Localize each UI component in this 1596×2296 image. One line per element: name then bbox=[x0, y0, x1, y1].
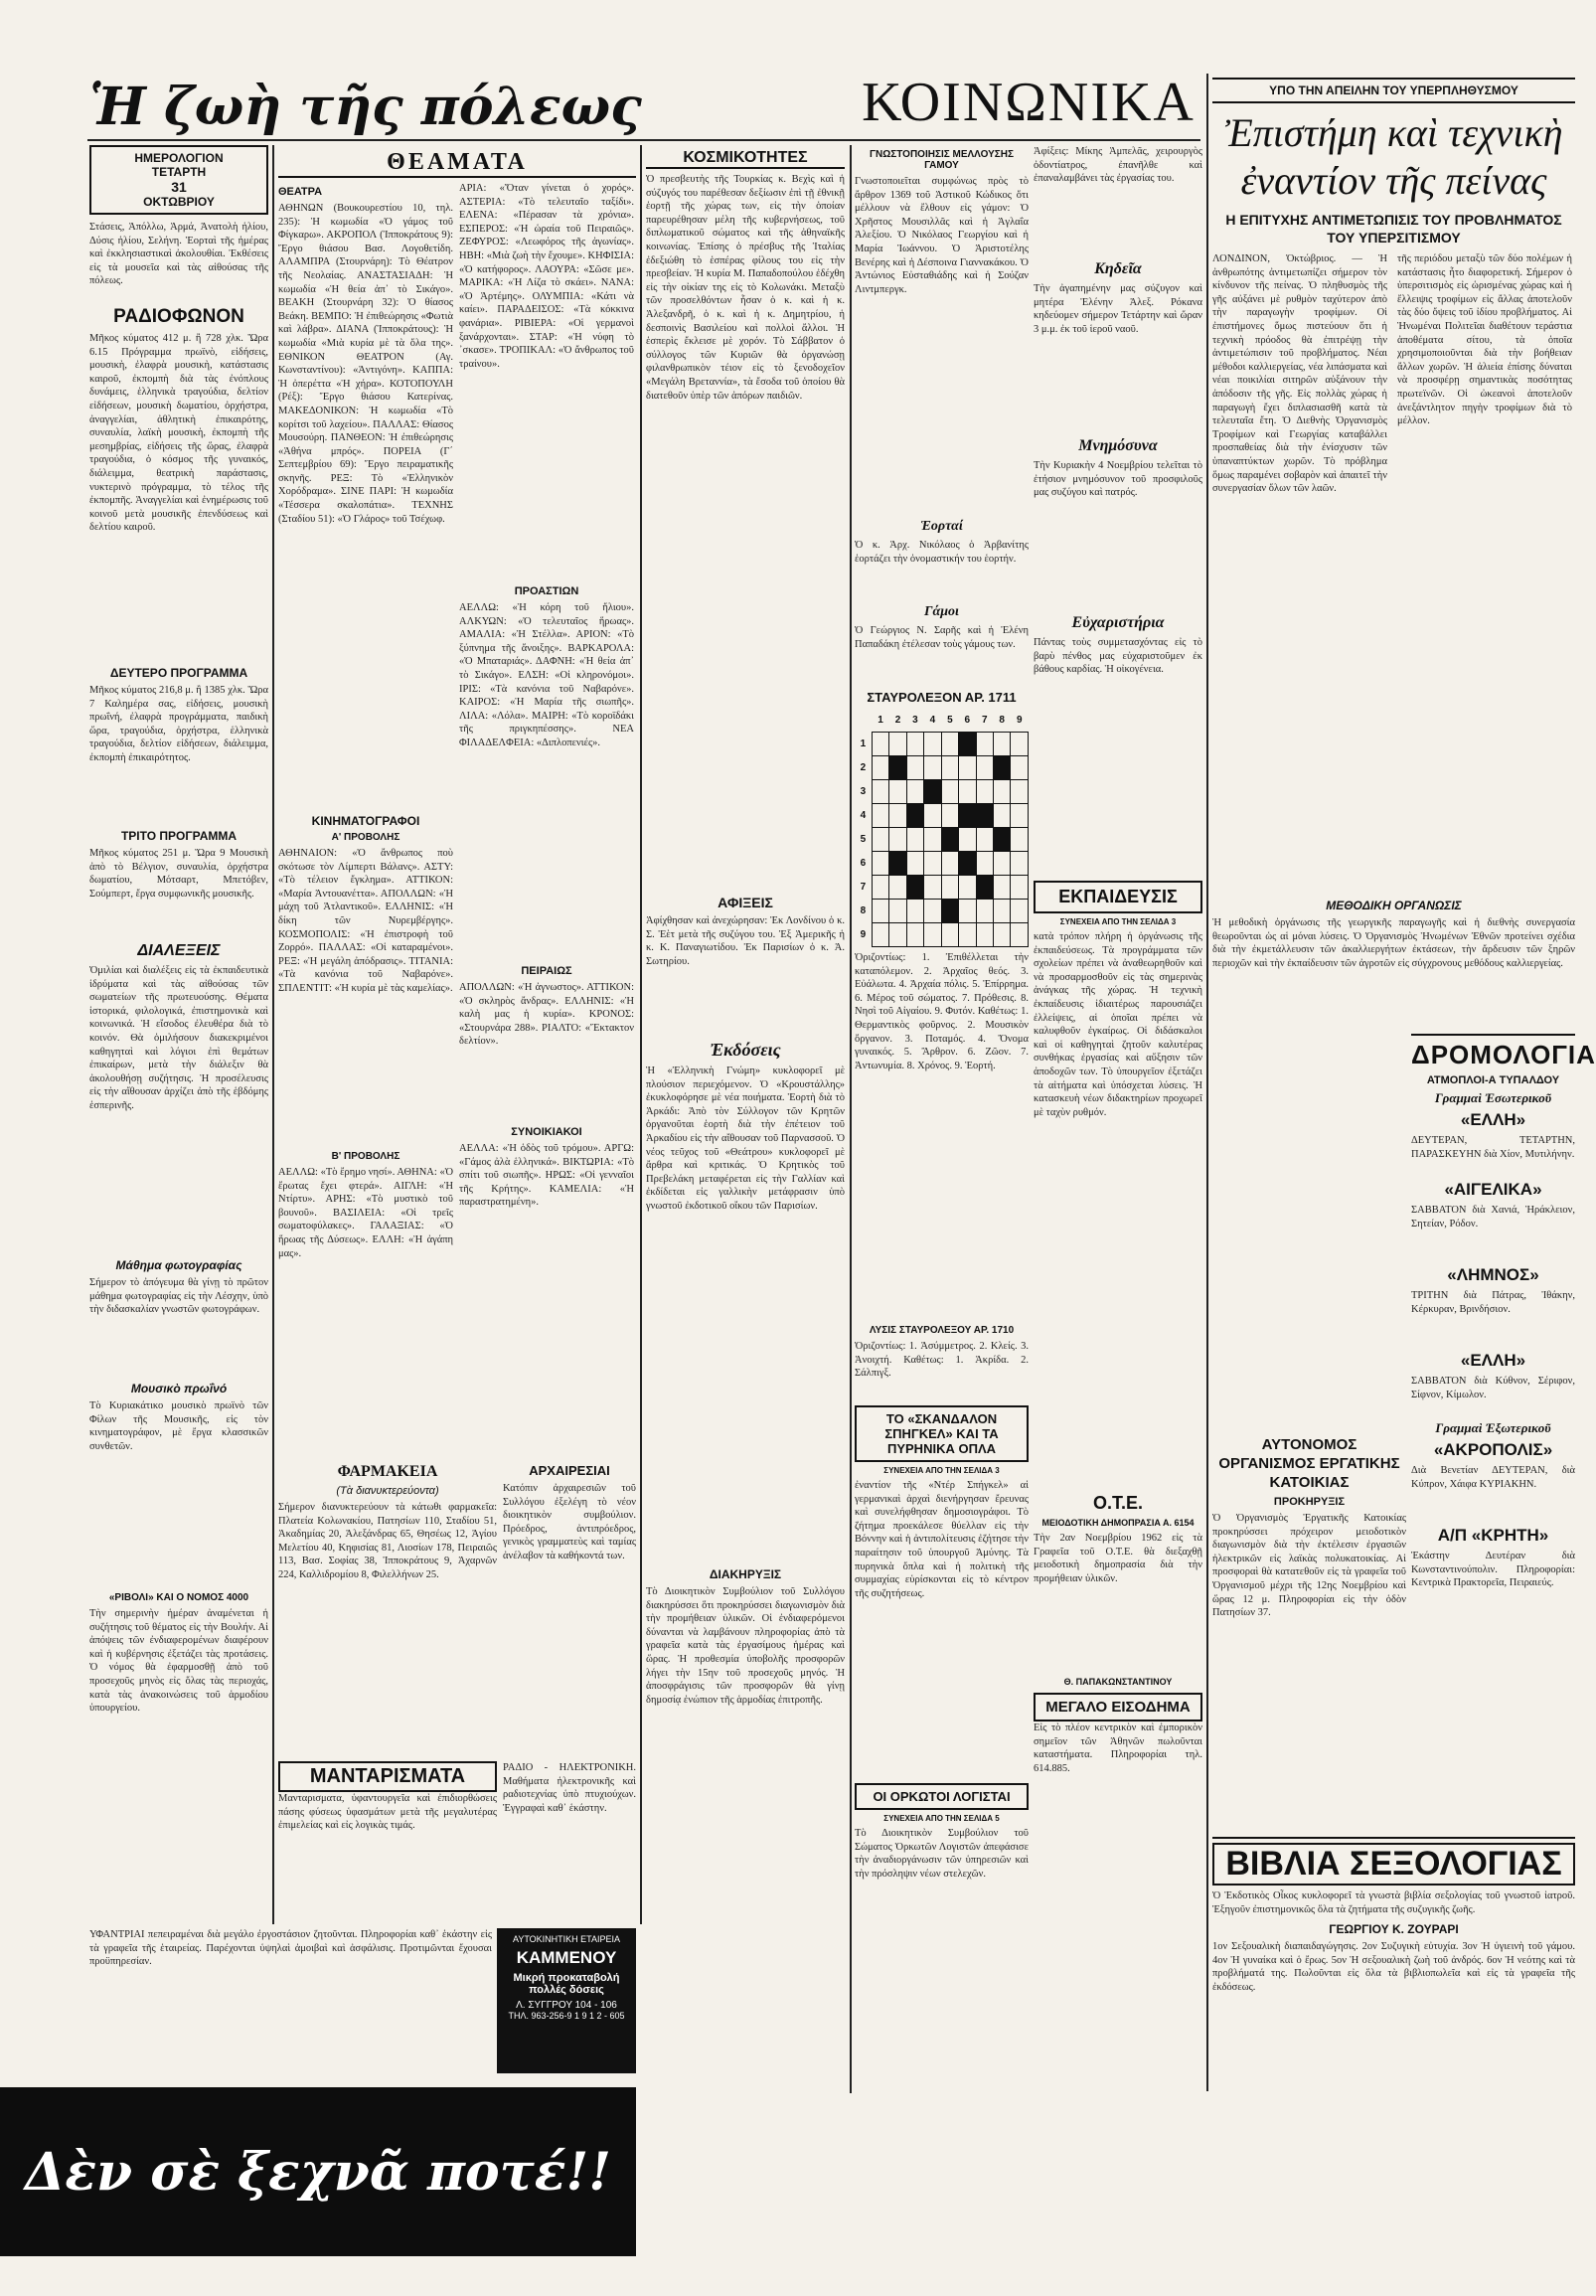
crossword-cell bbox=[993, 780, 1010, 804]
methodical-heading: ΜΕΘΟΔΙΚΗ ΟΡΓΑΝΩΣΙΣ bbox=[1326, 899, 1462, 912]
crossword-cell bbox=[976, 923, 993, 947]
crossword-black-cell bbox=[941, 900, 958, 923]
river-text: Τὴν σημερινὴν ἡμέραν ἀναμένεται ἡ συζήτησις τοῦ θέματος εἰς τὴν Βουλήν. Αἱ ἀπόψεις τῶν ἐνδιαφερομένων διαφέρουν καὶ ἡ κυβέρνησις ἐξετάζει τὰς προτάσεις. Ὁ νόμος θὰ ἐφαρμοσθῇ ἀπὸ τοῦ προσεχοῦς μηνὸς εἰς ὅλας τὰς περιοχάς, κατὰ τὰς ἀνακοινώσεις τοῦ ἁρμοδίου ὑπουργείου. bbox=[89, 1608, 268, 1715]
crossword-black-cell bbox=[976, 876, 993, 900]
crossword-clues: Ὁριζοντίως: 1. Ἐπιθέλλεται τὴν καταπόλεμον. 2. Ἀρχαῖος θεός. 3. Εὐάλωτα. 4. Ἀρχαία πόλις. 5. Ἐπίρρημα. 6. Μέρος τοῦ σώματος. 7. Πρόθεσις. 8. Νησὶ τοῦ Αἰγαίου. 9. Φυτόν. Καθέτως: 1. Θερμαντικὸς φοῦρνος. 2. Μουσικὸν ὄργανον. 3. Ποταμός. 4. Ὄνομα γυναικός. 5. Ἄρθρον. 6. Ζῶον. 7. Ἀντωνυμία. 8. Χρόνος. 9. Ἑορτή. bbox=[855, 952, 1029, 1071]
crossword-col-number: 5 bbox=[947, 715, 953, 726]
crossword-cell bbox=[941, 852, 958, 876]
ship-akropolis-text: Διὰ Βενετίαν ΔΕΥΤΕΡΑΝ, διὰ Κύπρον, Χάιφα ΚΥΡΙΑΚΗΝ. bbox=[1411, 1465, 1575, 1490]
piraeus-heading: ΠΕΙΡΑΙΩΣ bbox=[521, 965, 572, 977]
calendar-text: Στάσεις, Ἀπόλλω, Ἀρμά, Ἀνατολὴ ἡλίου, Δύσις ἡλίου, Σελήνη. Ἑορταὶ τῆς ἡμέρας καὶ ἐκκλησιαστικαὶ ἀκολουθίαι. Ἐκθέσεις εἰς τὰ μουσεῖα καὶ τὰς αἰθούσας τῆς πόλεως. bbox=[89, 222, 268, 287]
column-radio bbox=[89, 145, 268, 1586]
routes-heading: ΔΡΟΜΟΛΟΓΙΑ bbox=[1411, 1040, 1596, 1069]
second-program-text: Μῆκος κύματος 216,8 μ. ἢ 1385 χλκ. Ὥρα 7 Καλημέρα σας, εἰδήσεις, μουσικὴ πρωΐνή, ἐλαφρὰ προγράμματα, παιδικὴ ὥρα, τραγούδια, ὀρχήστρα, ἑλληνικὰ τραγούδια, δελτίον εἰδήσεων, διάλειμμα, ἐκπομπὴ ἐπικαιρότητος. bbox=[89, 685, 268, 763]
crossword-cell bbox=[1011, 756, 1029, 780]
lectures-text: Ὁμιλίαι καὶ διαλέξεις εἰς τὰ ἐκπαιδευτικὰ ἱδρύματα καὶ τὰς αἰθούσας τῶν σωματείων τῆς πρωτευούσης. Θέματα ἱστορικά, φιλολογικά, ἐπιστημονικὰ καὶ κοινωνικά. Ἡ εἴσοδος ἐλευθέρα διὰ τὸ κοινόν. Θὰ ὁμιλήσουν διακεκριμένοι καθηγηταὶ καὶ λόγιοι ἐπὶ θεμάτων ἐπικαίρων, μετὰ τὴν διάλεξιν θὰ ἀκολουθήσῃ συζήτησις. Ἡ προσέλευσις εἰς τὴν αἴθουσαν ἀρχίζει ἀπὸ τῆς ἑβδόμης ἑσπερινῆς. bbox=[89, 965, 268, 1111]
ote-sign: Θ. ΠΑΠΑΚΩΝΣΤΑΝΤΙΝΟΥ bbox=[1063, 1677, 1173, 1687]
crossword-black-cell bbox=[889, 756, 906, 780]
second-run-heading: Β' ΠΡΟΒΟΛΗΣ bbox=[331, 1151, 400, 1162]
river-article bbox=[89, 1588, 268, 1926]
column-rule-4 bbox=[1206, 74, 1208, 2091]
misc-bottom-text bbox=[89, 1928, 492, 2077]
ote-text: Τὴν 2αν Νοεμβρίου 1962 εἰς τὰ Γραφεῖα τοῦ Ο.Τ.Ε. θὰ διεξαχθῇ μειοδοτικὴ δημοπρασία διὰ τὴν προμήθειαν ὑλικῶν. bbox=[1034, 1533, 1202, 1584]
oaths-heading: ΟΙ ΟΡΚΩΤΟΙ ΛΟΓΙΣΤΑΙ bbox=[855, 1783, 1029, 1810]
mantarismata-box bbox=[278, 1761, 497, 1926]
crossword-black-cell bbox=[889, 852, 906, 876]
foreign-heading: Γραμμαὶ Ἐξωτερικοῦ bbox=[1435, 1420, 1551, 1435]
society-text: Ὁ πρεσβευτὴς τῆς Τουρκίας κ. Βεχὶς καὶ ἡ σύζυγός του παρέθεσαν δεξίωσιν ἐπὶ τῇ ἐθνικῇ ἑορτῇ τῆς χώρας των, εἰς τὴν ὁποίαν παρευρέθησαν μέλη τῆς κυβερνήσεως, τοῦ διπλωματικοῦ σώματος καὶ τῆς ἀθηναϊκῆς κοινωνίας. Ἐπίσης ὁ πρέσβυς τῆς Ἰταλίας ἐδεξιώθη τὸ ἑσπέρας φίλους του εἰς τὴν πρεσβείαν. Ἡ κυρία Μ. Παπαδοπούλου ἐδέχθη εἰς τὴν οἰκίαν της εἰς τὸ Κολωνάκι. Μεταξὺ τῶν προσελθόντων ἦσαν ὁ κ. καὶ ἡ κ. Ἀλεξανδρῆ, ὁ κ. καὶ ἡ κ. Δημητρίου, ἡ δεσποινὶς Βασιλείου καὶ πολλοὶ ἄλλοι. Ἡ ἑσπερὶς ἔκλεισε μὲ χορόν. Τὸ Σάββατον ὁ σύλλογος τῶν Κυριῶν θὰ ὀργανώσῃ φιλανθρωπικὸν τέιον εἰς τὸ ξενοδοχεῖον «Μεγάλη Βρεταννία», τὰ ἔσοδα τοῦ ὁποίου θὰ διατεθοῦν ὑπὲρ τῶν ἀπόρων παιδιῶν. bbox=[646, 174, 845, 402]
crossword-cell bbox=[993, 852, 1010, 876]
workers-heading: ΑΥΤΟΝΟΜΟΣ ΟΡΓΑΝΙΣΜΟΣ ΕΡΓΑΤΙΚΗΣ ΚΑΤΟΙΚΙΑΣ bbox=[1218, 1436, 1400, 1491]
ship-aigaia: «ΑΙΓΕΛΙΚΑ» bbox=[1444, 1180, 1542, 1199]
crossword-cell bbox=[1011, 852, 1029, 876]
calendar-box bbox=[89, 145, 268, 215]
radio-heading: ΡΑΔΙΟΦΩΝΟΝ bbox=[113, 306, 244, 327]
column-theatres bbox=[278, 145, 636, 1457]
announcements-heading: ΔΙΑΚΗΡΥΞΙΣ bbox=[709, 1567, 782, 1581]
books-list: 1ον Σεξουαλικὴ διαπαιδαγώγησις. 2ον Συζυγικὴ εὐτυχία. 3ον Ἡ ὑγιεινὴ τοῦ γάμου. 4ον Ἡ γυναίκα καὶ ὁ ἔρως. 5ον Ἡ σεξουαλικὴ ζωὴ τοῦ ἀνδρός. 6ον Ἡ νεότης καὶ τὰ προβλήματά της. Πωλοῦνται εἰς ὅλα τὰ βιβλιοπωλεῖα καὶ εἰς τὰ γραφεῖα τῆς ἐκδόσεως. bbox=[1212, 1941, 1575, 1993]
crossword-cell bbox=[1011, 923, 1029, 947]
crossword-black-cell bbox=[993, 756, 1010, 780]
workers-box bbox=[1212, 1431, 1406, 1829]
crossword-cell bbox=[941, 780, 958, 804]
crossword-cell bbox=[872, 756, 888, 780]
crossword-cell bbox=[924, 876, 941, 900]
crossword-black-cell bbox=[959, 733, 976, 756]
society-heading: ΚΟΣΜΙΚΟΤΗΤΕΣ bbox=[646, 149, 845, 169]
crossword-cell bbox=[906, 828, 923, 852]
crossword-cell bbox=[872, 804, 888, 828]
suburbs-text: ΑΕΛΛΑ: «Ἡ ὁδὸς τοῦ τρόμου». ΑΡΓΩ: «Γάμος ἀλὰ ἑλληνικά». ΒΙΚΤΩΡΙΑ: «Τὸ σπίτι τοῦ σιωπῆς». ΗΡΩΣ: «Οἱ γενναῖοι τῆς Κρήτης». ΚΑΜΕΛΙΑ: «Ἡ παραστρατημένη». bbox=[459, 1143, 634, 1209]
calendar-weekday: ΤΕΤΑΡΤΗ bbox=[151, 165, 207, 179]
scandal-text: ἐναντίον τῆς «Ντέρ Σπήγκελ» αἱ γερμανικαὶ ἀρχαὶ διενήργησαν ἔρευνας καὶ συνελήφθησαν δημοσιογράφοι. Τὸ ζήτημα προεκάλεσε θύελλαν εἰς τὴν Βόννην καὶ ἡ ἀντιπολίτευσις ἐζήτησε τὴν παραίτησιν τοῦ ὑπουργοῦ Ἀμύνης. Τὰ πυρηνικὰ ὅπλα καὶ ἡ πολιτικὴ τῆς συμμαχίας εὑρίσκονται εἰς τὸ κέντρον τῆς συζητήσεως. bbox=[855, 1480, 1029, 1599]
crossword-cell bbox=[941, 733, 958, 756]
pharmacies-subheading: (Τὰ διανυκτερεύοντα) bbox=[336, 1485, 439, 1497]
crossword-cell bbox=[906, 733, 923, 756]
cinema-list-text: ΑΡΙΑ: «Ὅταν γίνεται ὁ χορός». ΑΣΤΕΡΙΑ: «Τὸ τελευταῖο ταξίδι». ΕΛΕΝΑ: «Πέρασαν τὰ χρόνια». ΕΣΠΕΡΟΣ: «Ἡ ὡραία τοῦ Πειραιῶς». ΖΕΦΥΡΟΣ: «Λεωφόρος τῆς ἀγωνίας». ΗΒΗ: «Μιὰ ζωὴ τὴν ἔχουμε». ΚΗΦΙΣΙΑ: «Ὁ κατήφορος». ΛΑΟΥΡΑ: «Σῶσε με». ΜΑΡΙΚΑ: «Ἡ Λίζα τὸ σκάει». ΝΑΝΑ: «Ὁ Ἀρτέμης». ΟΛΥΜΠΙΑ: «Κάτι νὰ καίει». ΠΑΡΑΔΕΙΣΟΣ: «Τὰ κόκκινα φανάρια». ΡΙΒΙΕΡΑ: «Οἱ γερμανοὶ ξανάρχονται». ΣΤΑΡ: «Ἡ νύφη τὸ ᾽σκασε». ΤΡΟΠΙΚΑΛ: «Ὁ ἄνθρωπος τοῦ τραίνου». bbox=[459, 183, 634, 370]
crossword-solution-heading: ΛΥΣΙΣ ΣΤΑΥΡΟΛΕΞΟΥ ΑΡ. 1710 bbox=[869, 1325, 1015, 1336]
engagements-text: Γνωστοποιεῖται συμφώνως πρὸς τὸ ἄρθρον 1369 τοῦ Ἀστικοῦ Κώδικος ὅτι μέλλουν νὰ ἔλθουν εἰς γάμον: Ὁ Χρῆστος Μουσιλλᾶς καὶ ἡ Ἀγλαΐα Ἀλεξίου. Ὁ Νικόλαος Γεωργίου καὶ ἡ Μαρία Ἰωάννου. Ὁ Ἀριστοτέλης Βενέρης καὶ ἡ Δέσποινα Γιαννακάκου. Ὁ Ἀντώνιος Εὐσταθιάδης καὶ ἡ Σούζαν Λιντμπεργκ. bbox=[855, 176, 1029, 295]
weddings-heading: Γάμοι bbox=[924, 604, 959, 619]
ship-elli-2: «ΕΛΛΗ» bbox=[1460, 1351, 1526, 1370]
crossword-cell bbox=[959, 828, 976, 852]
crossword-cell bbox=[872, 900, 888, 923]
pharmacies-heading: ΦΑΡΜΑΚΕΙΑ bbox=[337, 1463, 438, 1480]
suburbs2-text: ΑΕΛΛΩ: «Ἡ κόρη τοῦ ἥλιου». ΑΛΚΥΩΝ: «Ὁ τελευταῖος ἥρωας». ΑΜΑΛΙΑ: «Ἡ Στέλλα». ΑΡΙΟΝ: «Τὸ ξύπνημα τῆς ἄνοιξης». ΒΑΡΚΑΡΟΛΑ: «Ὁ Μπαταριάς». ΔΑΦΝΗ: «Ἡ θεία ἀπ᾽ τὸ Σικάγο». ΕΛΣΗ: «Οἱ κληρονόμοι». ΙΡΙΣ: «Τὰ κανόνια τοῦ Ναβαρόνε». ΚΑΙΡΟΣ: «Ἡ Μαρία τῆς σιωπῆς». ΛΙΛΑ: «Λόλα». ΜΑΙΡΗ: «Τὸ κοροϊδάκι τῆς πριγκηπέσσης». ΝΕΑ ΦΙΛΑΔΕΛΦΕΙΑ: «Διπλοπενιές». bbox=[459, 602, 634, 748]
river-heading: «ΡΙΒΟΛΙ» ΚΑΙ Ο ΝΟΜΟΣ 4000 bbox=[108, 1592, 249, 1603]
crossword-black-cell bbox=[906, 804, 923, 828]
oaths-continued: ΣΥΝΕΧΕΙΑ ΑΠΟ ΤΗΝ ΣΕΛΙΔΑ 5 bbox=[883, 1814, 1000, 1823]
crossword-cell bbox=[924, 733, 941, 756]
calendar-day: 31 bbox=[171, 179, 187, 195]
archaeology-heading: ΑΡΧΑΙΡΕΣΙΑΙ bbox=[529, 1463, 610, 1478]
crossword-cell bbox=[959, 780, 976, 804]
header-rule bbox=[87, 139, 1200, 141]
crossword-cell bbox=[993, 876, 1010, 900]
kammenou-ad bbox=[497, 1928, 636, 2073]
photo-lesson-heading: Μάθημα φωτογραφίας bbox=[115, 1258, 242, 1272]
first-run-heading: Α' ΠΡΟΒΟΛΗΣ bbox=[331, 832, 400, 843]
crossword-cell bbox=[906, 756, 923, 780]
ship-elli-2-text: ΣΑΒΒΑΤΟΝ διὰ Κύθνον, Σέριφον, Σίφνον, Κίμωλον. bbox=[1411, 1376, 1575, 1400]
crossword-cell bbox=[906, 852, 923, 876]
crossword-cell bbox=[941, 923, 958, 947]
arrivals-heading: ΑΦΙΞΕΙΣ bbox=[718, 895, 773, 910]
publications-heading: Ἐκδόσεις bbox=[710, 1040, 781, 1060]
crossword-cell bbox=[959, 900, 976, 923]
pharmacies-text: Σήμερον διανυκτερεύουν τὰ κάτωθι φαρμακεῖα: Πλατεία Κολωνακίου, Πατησίων 110, Σταδίου 51, Ἀκαδημίας 20, Ἀλεξάνδρας 65, Θησέως 12, Ἀγίου Μελετίου 40, Κηφισίας 81, Λιοσίων 178, Πειραιῶς 113, Βασ. Σοφίας 38, Ἱπποκράτους 9, Ἀχαρνῶν 224, Καλλιδρομίου 8, Φιλελλήνων 25. bbox=[278, 1502, 497, 1580]
piraeus-text: ΑΠΟΛΛΩΝ: «Ἡ ἀγνωστος». ΑΤΤΙΚΟΝ: «Ὁ σκληρὸς ἄνδρας». ΕΛΛΗΝΙΣ: «Ἡ καλὴ μας ἡ κυρία». ΚΡΟΝΟΣ: «Στουρνάρα 288». ΡΙΑΛΤΟ: «Ἔκτακτον δελτίον». bbox=[459, 982, 634, 1048]
column-rule-3 bbox=[850, 145, 852, 2093]
kammenou-kicker: ΑΥΤΟΚΙΝΗΤΙΚΗ ΕΤΑΙΡΕΙΑ bbox=[512, 1934, 621, 1944]
books-box bbox=[1212, 1837, 1575, 2167]
crossword-cell bbox=[959, 876, 976, 900]
radio-ad-text: ΡΑΔΙΟ - ΗΛΕΚΤΡΟΝΙΚΗ. Μαθήματα ἡλεκτρονικῆς καὶ ραδιοτεχνίας ὑπὸ πτυχιούχων. Ἐγγραφαὶ καθ᾽ ἑκάστην. bbox=[503, 1762, 636, 1814]
feasts-heading: Ἑορταί bbox=[920, 519, 963, 534]
crossword-cell bbox=[924, 900, 941, 923]
music-heading: Μουσικὸ πρωΐνό bbox=[130, 1382, 228, 1395]
crossword-black-cell bbox=[976, 804, 993, 828]
kammenou-name: ΚΑΜΜΕΝΟΥ bbox=[516, 1948, 617, 1967]
ship-aigaia-text: ΣΑΒΒΑΤΟΝ διὰ Χανιά, Ἡράκλειον, Σητείαν, Ρόδον. bbox=[1411, 1205, 1575, 1230]
crossword-black-cell bbox=[993, 828, 1010, 852]
books-heading: ΒΙΒΛΙΑ ΣΕΞΟΛΟΓΙΑΣ bbox=[1212, 1843, 1575, 1886]
kammenou-address: Λ. ΣΥΓΓΡΟΥ 104 - 106 bbox=[516, 2000, 617, 2011]
crossword-cell bbox=[959, 756, 976, 780]
second-run-text: ΑΕΛΛΩ: «Τὸ ἔρημο νησί». ΑΘΗΝΑ: «Ὁ ἔρωτας ἔχει φτερά». ΑΙΓΛΗ: «Ἡ Ντίρτυ». ΑΡΗΣ: «Τὸ μυστικὸ τοῦ βουνοῦ». ΒΑΣΙΛΕΙΑ: «Οἱ τρεῖς σωματοφύλακες». ΓΑΛΑΞΙΑΣ: «Ὁ ἥρωας τῆς Δύσεως». ΕΛΛΗ: «Ἡ ἀγάπη μας». bbox=[278, 1167, 453, 1259]
crossword-cell bbox=[976, 900, 993, 923]
crossword-cell bbox=[1011, 900, 1029, 923]
crossword-black-cell bbox=[959, 804, 976, 828]
hunger-headline: Ἐπιστήμη καὶ τεχνικὴ ἐναντίον τῆς πείνας bbox=[1224, 110, 1563, 203]
scandal-heading: ΤΟ «ΣΚΑΝΔΑΛΟΝ ΣΠΗΓΚΕΛ» ΚΑΙ ΤΑ ΠΥΡΗΝΙΚΑ ΟΠΛΑ bbox=[855, 1405, 1029, 1462]
crossword-cell bbox=[872, 852, 888, 876]
life-of-city-header bbox=[89, 74, 835, 143]
education-heading: ΕΚΠΑΙΔΕΥΣΙΣ bbox=[1034, 881, 1202, 913]
crossword-solution-text: Ὁριζοντίως: 1. Ἀσύμμετρος. 2. Κλείς. 3. Ἀνοιχτή. Καθέτως: 1. Ἀκρίδα. 2. Σάλπιγξ. bbox=[855, 1341, 1029, 1380]
methodical-text: Ἡ μεθοδικὴ ὀργάνωσις τῆς γεωργικῆς παραγωγῆς καὶ ἡ διεθνὴς συνεργασία θεωροῦνται ὡς αἱ μόναι λύσεις. Ὁ Ὀργανισμὸς Ἡνωμένων Ἐθνῶν προτείνει σχέδια διὰ τὴν ἐκμετάλλευσιν τῶν ἀκαλλιεργήτων ἐκτάσεων, τὴν ἄρδευσιν τῶν ξηρῶν περιοχῶν καὶ τὴν ἐκπαίδευσιν τῶν ἀγροτῶν εἰς σύγχρονους μεθόδους καλλιεργείας. bbox=[1212, 917, 1575, 969]
crossword-row-number: 7 bbox=[860, 882, 867, 893]
engagements-heading: ΓΝΩΣΤΟΠΟΙΗΣΙΣ ΜΕΛΛΟΥΣΗΣ ΓΑΜΟΥ bbox=[870, 149, 1014, 171]
crossword-cell bbox=[1011, 780, 1029, 804]
publications-text: Ἡ «Ἐλληνικὴ Γνώμη» κυκλοφορεῖ μὲ πλούσιον περιεχόμενον. Ὁ «Κρουστάλλης» ἐκυκλοφόρησε μὲ νέα ποιήματα. Ἑορτὴ διὰ τὸ Ἀρκάδι: Ἀπὸ τὸν Σύλλογον τῶν Κρητῶν ὀργανοῦται ἑορτὴ διὰ τὴν ἐπέτειον τοῦ Ἀρκαδίου εἰς τὴν αἴθουσαν τοῦ Παρνασσοῦ. Ὁ νέος τεῦχος τοῦ «Θεάτρου» κυκλοφορεῖ μὲ ἄρθρα καὶ κριτικάς. Ὁ Κρητικὸς τοῦ Πρεβελάκη μεταφέρεται εἰς τὴν Γαλλίαν καὶ ἐκδίδεται εἰς γαλλικὴν μετάφρασιν ὑπὸ γνωστοῦ ἐκδοτικοῦ οἴκου τῶν Παρισίων. bbox=[646, 1066, 845, 1212]
ote-subheading: ΜΕΙΟΔΟΤΙΚΗ ΔΗΜΟΠΡΑΣΙΑ Α. 6154 bbox=[1041, 1518, 1195, 1528]
crossword-cell bbox=[889, 900, 906, 923]
crossword-row-number: 1 bbox=[860, 738, 867, 749]
crossword-cell bbox=[1011, 733, 1029, 756]
dont-forget-banner bbox=[0, 2087, 636, 2256]
third-program-text: Μῆκος κύματος 251 μ. Ὥρα 9 Μουσικὴ ἀπὸ τὸ Βέλγιον, συναυλία, ὀρχήστρα δωματίου, Μότσαρτ, Μπετόβεν, Σούμπερτ, ἔργα συμφωνικῆς μουσικῆς. bbox=[89, 848, 268, 900]
crossword-cell bbox=[976, 852, 993, 876]
crossword-cell bbox=[993, 900, 1010, 923]
crossword-heading: ΣΤΑΥΡΟΛΕΞΟΝ ΑΡ. 1711 bbox=[867, 690, 1017, 705]
crossword-col-number: 3 bbox=[912, 715, 918, 726]
crossword-cell bbox=[889, 780, 906, 804]
crossword-col-number: 7 bbox=[981, 715, 988, 726]
lectures-heading: ΔΙΑΛΕΞΕΙΣ bbox=[137, 942, 221, 959]
crossword-cell bbox=[976, 780, 993, 804]
suburbs-heading: ΣΥΝΟΙΚΙΑΚΟΙ bbox=[511, 1126, 582, 1138]
music-text: Τὸ Κυριακάτικο μουσικὸ πρωϊνὸ τῶν Φίλων τῆς Μουσικῆς, εἰς τὸν κινηματογράφον, μὲ ἔργα κλασσικῶν συνθετῶν. bbox=[89, 1400, 268, 1452]
routes-box bbox=[1411, 1034, 1596, 1831]
ote-heading: Ο.Τ.Ε. bbox=[1092, 1493, 1144, 1513]
crossword-cell bbox=[906, 923, 923, 947]
education-text: κατὰ τρόπον πλήρη ἡ ὀργάνωσις τῆς ἐκπαιδεύσεως. Τὰ προγράμματα τῶν σχολείων πρέπει νὰ ἀναθεωρηθοῦν καὶ νὰ προσαρμοσθοῦν εἰς τὰς σημερινὰς ἀνάγκας τῆς χώρας. Ἡ τεχνικὴ ἐκπαίδευσις ἰδιαιτέρως παρουσιάζει ἐλλείψεις, αἱ ὁποῖαι πρέπει νὰ καλυφθοῦν ἐγκαίρως. Οἱ διδάσκαλοι καὶ οἱ καθηγηταὶ ζητοῦν καλυτέρας συνθήκας ἐργασίας καὶ αὔξησιν τῶν ἀποδοχῶν των. Τὸ ὑπουργεῖον ἐξετάζει τὰ αἰτήματα καὶ ὑπόσχεται λύσεις. Ἡ κατασκευὴ νέων διδακτηρίων προχωρεῖ μὲ ταχὺν ρυθμόν. bbox=[1034, 931, 1202, 1118]
hunger-text-left: ΛΟΝΔΙΝΟΝ, Ὀκτώβριος. — Ἡ ἀνθρωπότης ἀντιμετωπίζει σήμερον τὸν κίνδυνον τῆς πείνας. Ὁ πληθυσμὸς τῆς γῆς αὐξάνει μὲ ρυθμὸν ταχύτερον ἀπὸ τὴν παραγωγὴν τροφίμων. Οἱ ἐπιστήμονες ὅμως πιστεύουν ὅτι ἡ τεχνικὴ πρόοδος θὰ ἐπιτρέψῃ τὴν ἀντιμετώπισιν τοῦ προβλήματος. Νέαι μέθοδοι καλλιεργείας, νέα λιπάσματα καὶ νέαι ποικιλίαι σιτηρῶν αὐξάνουν τὴν ἀπόδοσιν τῆς γῆς. Εἰς πολλὰς χώρας ἡ παραγωγὴ ἔχει διπλασιασθῆ κατὰ τὰ τελευταῖα ἔτη. Ὁ Διεθνὴς Ὀργανισμὸς Τροφίμων καὶ Γεωργίας καταβάλλει προσπαθείας διὰ τὴν ἐνίσχυσιν τῶν ὑπαναπτύκτων χωρῶν. Τὸ πρόβλημα ὅμως παραμένει σοβαρὸν καὶ ἀπαιτεῖ τὴν συνεργασίαν ὅλων τῶν λαῶν. bbox=[1212, 253, 1387, 495]
arrivals-text: Ἀφίχθησαν καὶ ἀνεχώρησαν: Ἐκ Λονδίνου ὁ κ. Σ. Ἐὲτ μετὰ τῆς συζύγου του. Ἐξ Ἀμερικῆς ἡ κ. Κ. Παναγιωτίδου. Ἐκ Παρισίων ὁ κ. Ἀ. Σωτηρίου. bbox=[646, 915, 845, 967]
crossword-row-number: 3 bbox=[860, 786, 867, 797]
crossword-black-cell bbox=[906, 876, 923, 900]
crossword-cell bbox=[976, 828, 993, 852]
memorial-text: Τὴν Κυριακὴν 4 Νοεμβρίου τελεῖται τὸ ἐτήσιον μνημόσυνον τοῦ προσφιλοῦς μας συζύγου καὶ πατρός. bbox=[1034, 460, 1202, 499]
crossword-row-number: 4 bbox=[860, 810, 867, 821]
crossword-col-number: 4 bbox=[929, 715, 936, 726]
radio-ad bbox=[503, 1761, 636, 1926]
suburbs2-heading: ΠΡΟΑΣΤΙΩΝ bbox=[514, 585, 579, 597]
crossword-row-number: 2 bbox=[860, 762, 867, 773]
second-program-heading: ΔΕΥΤΕΡΟ ΠΡΟΓΡΑΜΜΑ bbox=[109, 666, 248, 680]
kammenou-phone: ΤΗΛ. 963-256-9 1 9 1 2 - 605 bbox=[508, 2011, 625, 2021]
calendar-label: ΗΜΕΡΟΛΟΓΙΟΝ bbox=[134, 151, 224, 165]
crossword-col-number: 1 bbox=[878, 715, 883, 726]
crossword-black-cell bbox=[924, 780, 941, 804]
crossword-col-number: 6 bbox=[964, 715, 971, 726]
archaeology-text: Κατόπιν ἀρχαιρεσιῶν τοῦ Συλλόγου ἐξελέγη τὸ νέον διοικητικὸν συμβούλιον. Πρόεδρος, ἀντιπρόεδρος, γενικὸς γραμματεὺς καὶ ταμίας ἀνέλαβον τὰ καθήκοντά των. bbox=[503, 1483, 636, 1561]
workers-text: Ὁ Ὀργανισμὸς Ἐργατικῆς Κατοικίας προκηρύσσει πρόχειρον μειοδοτικὸν διαγωνισμὸν διὰ τὴν ἐκτέλεσιν ἐργασιῶν ἠλεκτρικῶν εἰς λαϊκὰς πολυκατοικίας. Αἱ προσφοραὶ θὰ κατατεθοῦν εἰς τὰ γραφεῖα τοῦ Ὀργανισμοῦ μέχρι τῆς 12ης Νοεμβρίου καὶ ὥρας 12 μ. Πληροφορίαι εἰς τὴν ὁδὸν Πατησίων 37. bbox=[1212, 1513, 1406, 1619]
ship-elli-text: ΔΕΥΤΕΡΑΝ, ΤΕΤΑΡΤΗΝ, ΠΑΡΑΣΚΕΥΗΝ διὰ Χίον, Μυτιλήνην. bbox=[1411, 1135, 1575, 1160]
routes-line: ΑΤΜΟΠΛΟΙ-Α ΤΥΠΑΛΔΟΥ bbox=[1426, 1074, 1560, 1086]
crossword-cell bbox=[959, 923, 976, 947]
ship-kriti-text: Ἐκάστην Δευτέραν διὰ Κωνσταντινούπολιν. Πληροφορίαι: Κεντρικὰ Πρακτορεῖα, Πειραιεύς. bbox=[1411, 1551, 1575, 1589]
domestic-heading: Γραμμαὶ Ἐσωτερικοῦ bbox=[1434, 1090, 1552, 1105]
hunger-kicker: ΥΠΟ ΤΗΝ ΑΠΕΙΛΗΝ ΤΟΥ ΥΠΕΡΠΛΗΘΥΣΜΟΥ bbox=[1212, 78, 1575, 103]
mantarismata-heading: ΜΑΝΤΑΡΙΣΜΑΤΑ bbox=[278, 1761, 497, 1792]
announcements-text: Τὸ Διοικητικὸν Συμβούλιον τοῦ Συλλόγου διακηρύσσει ὅτι προκηρύσσει διαγωνισμὸν διὰ τὴν προμήθειαν ὑλικῶν. Οἱ ἐνδιαφερόμενοι δύνανται νὰ λαμβάνουν πληροφορίας ἀπὸ τὰ γραφεῖα κατὰ τὰς ἐργασίμους ἡμέρας καὶ ὥρας. Ἡ προθεσμία ὑποβολῆς προσφορῶν λήγει τὴν 15ην τοῦ προσεχοῦς μηνός. Ἡ ἀποσφράγισις τῶν προσφορῶν θὰ γίνῃ δημοσίᾳ ἐνώπιον τῆς ἁρμοδίας ἐπιτροπῆς. bbox=[646, 1586, 845, 1706]
crossword-cell bbox=[1011, 804, 1029, 828]
cinemas-heading: ΚΙΝΗΜΑΤΟΓΡΑΦΟΙ bbox=[311, 814, 420, 828]
crossword-grid bbox=[855, 709, 1029, 947]
crossword-col-number: 2 bbox=[894, 715, 901, 726]
crossword-cell bbox=[889, 828, 906, 852]
crossword-cell bbox=[924, 923, 941, 947]
scandal-continued: ΣΥΝΕΧΕΙΑ ΑΠΟ ΤΗΝ ΣΕΛΙΔΑ 3 bbox=[883, 1466, 1000, 1475]
photo-lesson-text: Σήμερον τὸ ἀπόγευμα θὰ γίνῃ τὸ πρῶτον μάθημα φωτογραφίας εἰς τὴν Λέσχην, ὑπὸ τὴν διδασκαλίαν γνωστῶν φωτογράφων. bbox=[89, 1277, 268, 1316]
column-rule-2 bbox=[640, 145, 642, 1924]
crossword-col-number: 8 bbox=[999, 715, 1005, 726]
arrivals-social-text: Ἀφίξεις: Μίκης Ἀμπελᾶς, χειρουργὸς ὀδοντίατρος, ἐπανῆλθε καὶ ἐπαναλαμβάνει τὰς ἐργασίας του. bbox=[1034, 146, 1202, 185]
crossword-cell bbox=[993, 923, 1010, 947]
crossword-cell bbox=[872, 876, 888, 900]
ship-akropolis: «ΑΚΡΟΠΟΛΙΣ» bbox=[1433, 1440, 1553, 1459]
books-text: Ὁ Ἐκδοτικὸς Οἶκος κυκλοφορεῖ τὰ γνωστὰ βιβλία σεξολογίας τοῦ γνωστοῦ ἰατροῦ. Ἐξηγοῦν ἐπιστημονικῶς ὅλα τὰ ζητήματα τῆς συζυγικῆς ζωῆς. bbox=[1212, 1890, 1575, 1915]
third-program-heading: ΤΡΙΤΟ ΠΡΟΓΡΑΜΜΑ bbox=[120, 829, 238, 843]
mantarismata-text: Μανταρισματα, ὑφαντουργεῖα καὶ ἐπιδιορθώσεις πάσης φύσεως ὑφασμάτων μετὰ τῆς μεγαλυτέρας ἐπιμελείας καὶ εἰς λογικὰς τιμάς. bbox=[278, 1793, 497, 1832]
crossword-cell bbox=[993, 804, 1010, 828]
thanks-heading: Εὐχαριστήρια bbox=[1071, 614, 1165, 631]
crossword-cell bbox=[889, 876, 906, 900]
column-social-right bbox=[1034, 145, 1202, 2093]
crossword-row-number: 9 bbox=[860, 929, 867, 940]
crossword-cell bbox=[924, 804, 941, 828]
books-author: ΓΕΩΡΓΙΟΥ Κ. ΖΟΥΡΑΡΙ bbox=[1329, 1922, 1459, 1937]
hunger-text-right: τῆς περιόδου μεταξὺ τῶν δύο πολέμων ἡ κατάστασις ἦτο διαφορετική. Σήμερον ὁ ὑπερσιτισμὸς εἰς ὡρισμένας χώρας καὶ ἡ ἔλλειψις τροφίμων εἰς ἄλλας ἀποτελοῦν τὰς δύο ὄψεις τοῦ ἰδίου προβλήματος. Αἱ Ἡνωμέναι Πολιτεῖαι διαθέτουν τεράστια ἀποθέματα σίτου, τὰ ὁποῖα χρησιμοποιοῦνται διὰ τὴν βοήθειαν ἄλλων χωρῶν. Ἡ ἀλιεία ἐπίσης δύναται νὰ προσφέρῃ σημαντικὰς ποσότητας πρωτεϊνῶν. Οἱ ὠκεανοὶ ἀποτελοῦν ἀνεξάντλητον πηγὴν τροφίμων διὰ τὸ μέλλον. bbox=[1397, 253, 1572, 427]
archaeology-box bbox=[503, 1459, 636, 1757]
crossword-row-number: 8 bbox=[860, 905, 867, 916]
crossword-black-cell bbox=[959, 852, 976, 876]
ship-elli: «ΕΛΛΗ» bbox=[1460, 1110, 1526, 1129]
crossword-cell bbox=[889, 733, 906, 756]
ship-kriti: Α/Π «ΚΡΗΤΗ» bbox=[1437, 1526, 1549, 1545]
crossword-cell bbox=[1011, 828, 1029, 852]
crossword-row-number: 5 bbox=[860, 834, 867, 845]
crossword-cell bbox=[993, 733, 1010, 756]
funerals-heading: Κηδεῖα bbox=[1094, 260, 1142, 277]
column-social-left bbox=[855, 145, 1029, 2093]
crossword-cell bbox=[872, 780, 888, 804]
crossword-cell bbox=[941, 876, 958, 900]
memorial-heading: Μνημόσυνα bbox=[1078, 437, 1158, 454]
pharmacies-box bbox=[278, 1459, 497, 1757]
life-of-city-title: Ἡ ζωὴ τῆς πόλεως bbox=[89, 77, 642, 137]
big-income-text: Εἰς τὸ πλέον κεντρικὸν καὶ ἐμπορικὸν σημεῖον τῶν Ἀθηνῶν πωλοῦνται καταστήματα. Πληροφορίαι τηλ. 614.885. bbox=[1034, 1722, 1202, 1774]
weddings-text: Ὁ Γεώργιος Ν. Σαρῆς καὶ ἡ Ἑλένη Παπαδάκη ἐτέλεσαν τοὺς γάμους των. bbox=[855, 625, 1029, 650]
column-society bbox=[646, 145, 845, 2083]
workers-subheading: ΠΡΟΚΗΡΥΞΙΣ bbox=[1273, 1496, 1346, 1508]
calendar-month: ΟΚΤΩΒΡΙΟΥ bbox=[143, 195, 215, 209]
crossword-cell bbox=[872, 733, 888, 756]
ship-limnos-text: ΤΡΙΤΗΝ διὰ Πάτρας, Ἰθάκην, Κέρκυραν, Βρινδήσιον. bbox=[1411, 1290, 1575, 1315]
crossword-row-number: 6 bbox=[860, 858, 867, 869]
theatres-main-heading: ΘΕΑΜΑΤΑ bbox=[278, 149, 636, 178]
theatres-heading: ΘΕΑΤΡΑ bbox=[278, 186, 323, 198]
crossword-cell bbox=[1011, 876, 1029, 900]
crossword-col-number: 9 bbox=[1016, 715, 1023, 726]
kammenou-line: Μικρή προκαταβολή πολλές δόσεις bbox=[513, 1972, 620, 1996]
crossword-cell bbox=[889, 923, 906, 947]
crossword-cell bbox=[906, 900, 923, 923]
social-header bbox=[855, 70, 1202, 135]
crossword-cell bbox=[924, 756, 941, 780]
theatres-text: ΑΘΗΝΩΝ (Βουκουρεστίου 10, τηλ. 235): Ἡ κωμωδία «Ὁ γάμος τοῦ Φίγκαρω». ΑΚΡΟΠΟΛ (Ἱπποκράτους 9): Ἔργο θιάσου Βασ. Λογοθετίδη. ΑΛΑΜΠΡΑ (Στουρνάρη): Τὸ Θέατρον τῆς Νεολαίας. ΑΝΑΣΤΑΣΙΑΔΗ: Ἡ κωμωδία «Ἡ θεία ἀπ᾽ τὸ Σικάγο». ΒΕΑΚΗ (Στουρνάρη 32): Ὁ θίασος Βεάκη. ΒΕΜΠΟ: Ἡ ἐπιθεώρησις «Φωτιὰ καὶ λάβρα». ΔΙΑΝΑ (Ἱπποκράτους): Ἡ κωμωδία «Μιὰ κυρία μὲ τὰ ὅλα της». ΕΘΝΙΚΟΝ ΘΕΑΤΡΟΝ (Αγ. Κωνσταντίνου): «Ἀντιγόνη». ΚΑΠΠΑ: Ἡ ὀπερέττα «Ἡ χήρα». ΚΟΤΟΠΟΥΛΗ (Ρέξ): Ἔργο θιάσου Κατερίνας. ΜΑΚΕΔΟΝΙΚΟΝ: Ἡ κωμωδία «Τὸ κορίτσι τοῦ λαχείου». ΠΑΛΛΑΣ: Θίασος Μουσούρη. ΠΑΝΘΕΟΝ: Ἡ ἐπιθεώρησις «Ἀθήνα μπρός». ΠΟΡΕΙΑ (Γ΄ Σεπτεμβρίου 69): Ἔργο πειραματικῆς σκηνῆς. ΡΕΞ: Τὸ «Ἑλληνικὸν Χορόδραμα». ΣΙΝΕ ΠΑΡΙ: Ἡ κωμωδία «Τέσσερα σκαλοπάτια». ΤΕΧΝΗΣ (Σταδίου 51): «Ὁ Γλάρος» τοῦ Τσέχωφ. bbox=[278, 203, 453, 525]
crossword-cell bbox=[941, 804, 958, 828]
crossword-black-cell bbox=[941, 828, 958, 852]
feasts-text: Ὁ κ. Ἀρχ. Νικόλαος ὁ Ἀρβανίτης ἑορτάζει τὴν ὀνομαστικήν του ἑορτήν. bbox=[855, 540, 1029, 565]
radio-text: Μῆκος κύματος 412 μ. ἢ 728 χλκ. Ὥρα 6.15 Πρόγραμμα πρωϊνὸ, εἰδήσεις, μουσικὴ, ἐλαφρὰ μουσικὴ, κατάστασις καιροῦ, ἐκπομπὴ διὰ τὰς ἐνόπλους δυνάμεις, ἑλληνικὰ τραγούδια, δελτίον εἰδήσεων, μουσικὴ δωματίου, ὀρχήστρα, ἀναγγελίαι, ἀθλητικὴ ἐπικαιρότης, συναυλία, λαϊκὴ μουσικὴ, ἐκπομπὴ τῆς μεσημβρίας, εἰδήσεις τῆς ὥρας, ἐλαφρὰ τραγούδια, ὁ κόσμος τῆς γυναικός, διάλειμμα, θεατρικὴ παράστασις, νυκτερινὸ πρόγραμμα, τὸ τέλος τῆς ἐκπομπῆς. Ἀναγγελίαι καὶ ἐνημέρωσις τοῦ κοινοῦ μετὰ μουσικῆς ἐπενδύσεως καὶ δελτίου καιροῦ. bbox=[89, 333, 268, 534]
funerals-text: Τὴν ἀγαπημένην μας σύζυγον καὶ μητέρα Ἑλένην Ἀλεξ. Ρόκανα κηδεύομεν σήμερον Τετάρτην καὶ ὥραν 3 μ.μ. ἐκ τοῦ ἱεροῦ ναοῦ. bbox=[1034, 283, 1202, 335]
crossword-cell bbox=[872, 828, 888, 852]
misc-bottom-paragraph: ΥΦΑΝΤΡΙΑΙ πεπειραμέναι διὰ μεγάλο ἐργοστάσιον ζητοῦνται. Πληροφορίαι καθ᾽ ἑκάστην εἰς τὰ γραφεῖα τῆς ἑταιρείας. Παρέχονται ὑψηλαὶ ἀμοιβαὶ καὶ ἀσφάλισις. Προτιμῶνται ἔχουσαι προϋπηρεσίαν. bbox=[89, 1929, 492, 1968]
crossword-cell bbox=[924, 828, 941, 852]
crossword-corner bbox=[855, 709, 872, 733]
education-continued: ΣΥΝΕΧΕΙΑ ΑΠΟ ΤΗΝ ΣΕΛΙΔΑ 3 bbox=[1059, 917, 1177, 926]
dont-forget-slogan: Δὲν σὲ ξεχνᾶ ποτέ!! bbox=[24, 2141, 611, 2203]
crossword-cell bbox=[906, 780, 923, 804]
crossword-cell bbox=[924, 852, 941, 876]
oaths-text: Τὸ Διοικητικὸν Συμβούλιον τοῦ Σώματος Ὁρκωτῶν Λογιστῶν ἀπεφάσισε τὴν ἀναδιοργάνωσιν τῶν ὑπηρεσιῶν καὶ τὴν πρόσληψιν νέων στελεχῶν. bbox=[855, 1828, 1029, 1880]
crossword-cell bbox=[976, 733, 993, 756]
crossword-cell bbox=[941, 756, 958, 780]
crossword-cell bbox=[872, 923, 888, 947]
first-run-text: ΑΘΗΝΑΙΟΝ: «Ὁ ἄνθρωπος ποὺ σκότωσε τὸν Λίμπερτι Βάλανς». ΑΣΤΥ: «Τὸ τέλειον ἔγκλημα». ΑΤΤΙΚΟΝ: «Μαρία Ἀντουανέττα». ΑΠΟΛΛΩΝ: «Ἡ μάχη τοῦ Ἀτλαντικοῦ». ΕΛΛΗΝΙΣ: «Ἡ δίκη τῶν Νυρεμβέργης». ΚΟΣΜΟΠΟΛΙΣ: «Ἡ ἐπιστροφὴ τοῦ Ζορρό». ΠΑΛΛΑΣ: «Οἱ καταραμένοι». ΡΕΞ: «Ἡ μεγάλη ἀπόδρασις». ΤΙΤΑΝΙΑ: «Τὰ κανόνια τοῦ Ναβαρόνε». ΣΠΛΕΝΤΙΤ: «Ἡ κυρία μὲ τὰς καμελίας». bbox=[278, 848, 453, 994]
social-title: ΚΟΙΝΩΝΙΚΑ bbox=[862, 72, 1196, 133]
column-rule bbox=[272, 145, 274, 1924]
crossword-cell bbox=[889, 804, 906, 828]
thanks-text: Πάντας τοὺς συμμετασχόντας εἰς τὸ βαρὺ πένθος μας εὐχαριστοῦμεν ἐκ βάθους καρδίας. Ἡ οἰκογένεια. bbox=[1034, 637, 1202, 676]
hunger-subhead: Η ΕΠΙΤΥΧΗΣ ΑΝΤΙΜΕΤΩΠΙΣΙΣ ΤΟΥ ΠΡΟΒΛΗΜΑΤΟΣ ΤΟΥ ΥΠΕΡΣΙΤΙΣΜΟΥ bbox=[1225, 212, 1562, 246]
big-income-heading: ΜΕΓΑΛΟ ΕΙΣΟΔΗΜΑ bbox=[1034, 1693, 1202, 1722]
ship-limnos: «ΛΗΜΝΟΣ» bbox=[1447, 1265, 1539, 1284]
crossword-cell bbox=[976, 756, 993, 780]
